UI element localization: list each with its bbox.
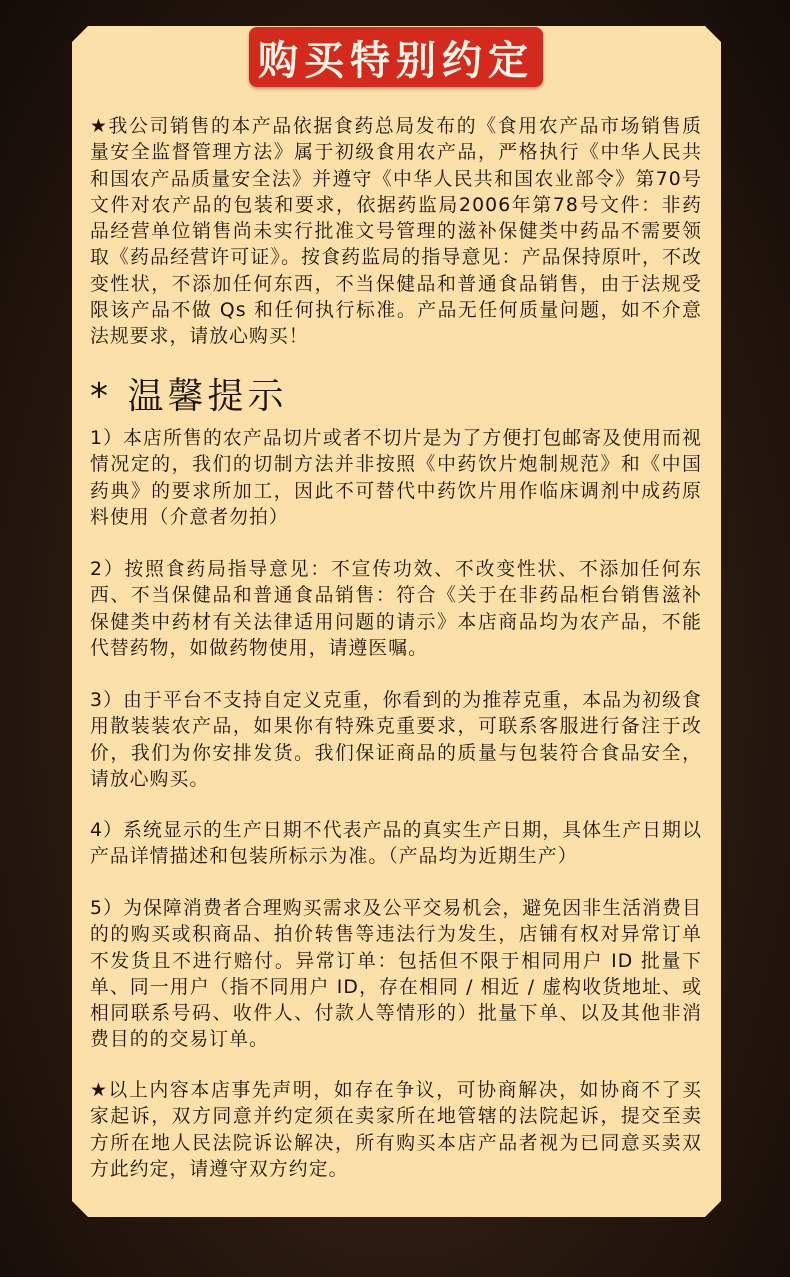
tip-item-3: 3）由于平台不支持自定义克重，你看到的为推荐克重，本品为初级食用散装装农产品，如果你有特殊克重要求，可联系客服进行备注于改价，我们为你安排发货。我们保证商品的质量与包装符合食品安全，请放心购买。 (90, 690, 702, 790)
title-banner (249, 27, 543, 87)
tip-item-2: 2）按照食药局指导意见：不宣传功效、不改变性状、不添加任何东西、不当保健品和普通食品销售：符合《关于在非药品柜台销售滋补保健类中药材有关法律适用问题的请示》本店商品均为农产品，不能代替药物，如做药物使用，请遵医嘱。 (90, 559, 702, 659)
tip-item-5: 5）为保障消费者合理购买需求及公平交易机会，避免因非生活消费目的的购买或积商品、拍价转售等违法行为发生，店铺有权对异常订单不发货且不进行赔付。异常订单：包括但不限于相同用户 ID 批量下单、同一用户（指不同用户 ID，存在相同 / 相近 / 虚构收货地址、或相同联系号码、收件人、付款人等情形的）批量下单、以及其他非消费目的的交易订单。 (90, 898, 702, 1051)
tips-heading: * 温馨提示 (90, 376, 288, 417)
tip-item-1: 1）本店所售的农产品切片或者不切片是为了方便打包邮寄及使用而视情况定的，我们的切制方法并非按照《中药饮片炮制规范》和《中国药典》的要求所加工，因此不可替代中药饮片用作临床调剂中成药原料使用（介意者勿拍） (90, 428, 702, 528)
page-title: 购买特别约定 (258, 37, 534, 84)
intro-paragraph: ★我公司销售的本产品依据食药总局发布的《食用农产品市场销售质量安全监督管理方法》属于初级食用农产品，严格执行《中华人民共和国农产品质量安全法》并遵守《中华人民共和国农业部令》第70号文件对农产品的包装和要求，依据药监局2006年第78号文件：非药品经营单位销售尚未实行批准文号管理的滋补保健类中药品不需要领取《药品经营许可证》。按食药监局的指导意见：产品保持原叶，不改变性状，不添加任何东西，不当保健品和普通食品销售，由于法规受限该产品不做 Qs 和任何执行标准。产品无任何质量问题，如不介意法规要求，请放心购买！ (90, 116, 702, 348)
tip-item-4: 4）系统显示的生产日期不代表产品的真实生产日期，具体生产日期以产品详情描述和包装所标示为准。（产品均为近期生产） (90, 820, 702, 868)
closing-paragraph: ★以上内容本店事先声明，如存在争议，可协商解决，如协商不了买家起诉，双方同意并约定须在卖家所在地管辖的法院起诉，提交至卖方所在地人民法院诉讼解决，所有购买本店产品者视为已同意买卖双方此约定，请遵守双方约定。 (90, 1080, 702, 1180)
